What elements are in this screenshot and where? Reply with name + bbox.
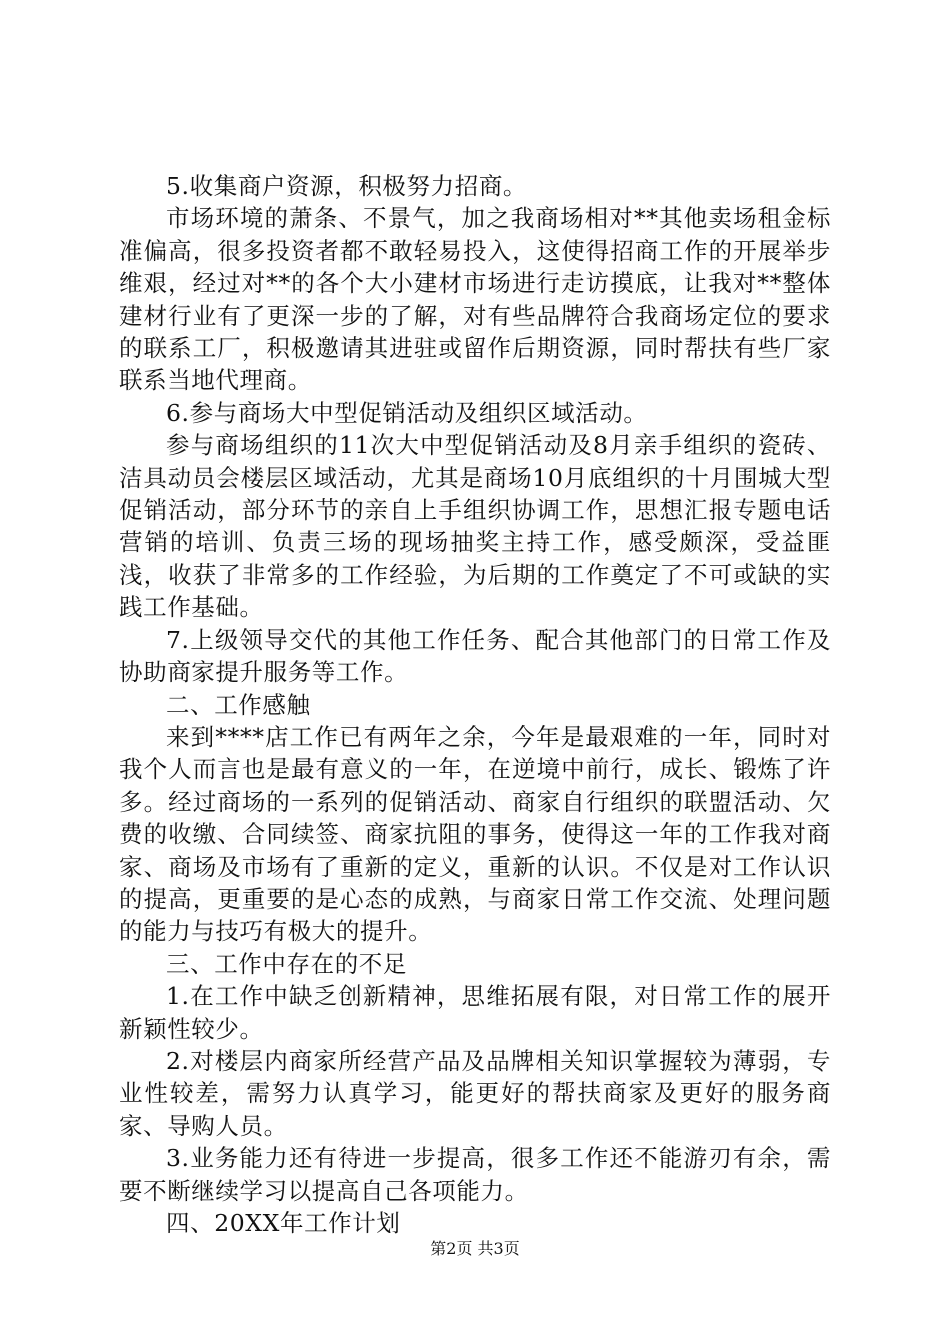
paragraph-promotion-activities: 参与商场组织的11次大中型促销活动及8月亲手组织的瓷砖、洁具动员会楼层区域活动，尤其是商场10月底组织的十月围城大型促销活动，部分环节的亲自上手组织协调工作，思想汇报专题电话营销的培训、负责三场的现场抽奖主持工作，感受颇深，受益匪浅，收获了非常多的工作经验，为后期的工作奠定了不可或缺的实践工作基础。 <box>119 431 831 622</box>
paragraph-item-7: 7.上级领导交代的其他工作任务、配合其他部门的日常工作及协助商家提升服务等工作。 <box>119 625 831 687</box>
page-footer <box>0 1239 950 1259</box>
section-heading-work-plan: 四、20XX年工作计划 <box>166 1209 401 1237</box>
paragraph-shortcoming-3: 3.业务能力还有待进一步提高，很多工作还不能游刃有余，需要不断继续学习以提高自己各项能力。 <box>119 1144 831 1205</box>
paragraph-item-5-heading: 5.收集商户资源，积极努力招商。 <box>166 172 528 200</box>
paragraph-work-reflections: 来到****店工作已有两年之余，今年是最艰难的一年，同时对我个人而言也是最有意义的一年，在逆境中前行，成长、锻炼了许多。经过商场的一系列的促销活动、商家自行组织的联盟活动、欠费的收缴、合同续签、商家抗阻的事务，使得这一年的工作我对商家、商场及市场有了重新的定义，重新的认识。不仅是对工作认识的提高，更重要的是心态的成熟，与商家日常工作交流、处理问题的能力与技巧有极大的提升。 <box>119 722 831 946</box>
document-body <box>119 170 831 1239</box>
page-number-label: 第2页 共3页 <box>430 1239 520 1258</box>
paragraph-shortcoming-2: 2.对楼层内商家所经营产品及品牌相关知识掌握较为薄弱，专业性较差，需努力认真学习，能更好的帮扶商家及更好的服务商家、导购人员。 <box>119 1046 831 1140</box>
section-heading-shortcomings: 三、工作中存在的不足 <box>166 949 407 978</box>
paragraph-shortcoming-1: 1.在工作中缺乏创新精神，思维拓展有限，对日常工作的展开新颖性较少。 <box>119 982 831 1043</box>
section-heading-work-reflections: 二、工作感触 <box>166 690 311 719</box>
paragraph-item-6-heading: 6.参与商场大中型促销活动及组织区域活动。 <box>166 398 648 427</box>
paragraph-merchant-recruitment: 市场环境的萧条、不景气，加之我商场相对**其他卖场租金标准偏高，很多投资者都不敢轻易投入，这使得招商工作的开展举步维艰，经过对**的各个大小建材市场进行走访摸底，让我对**整体建材行业有了更深一步的了解，对有些品牌符合我商场定位的要求的联系工厂，积极邀请其进驻或留作后期资源，同时帮扶有些厂家联系当地代理商。 <box>119 204 831 395</box>
